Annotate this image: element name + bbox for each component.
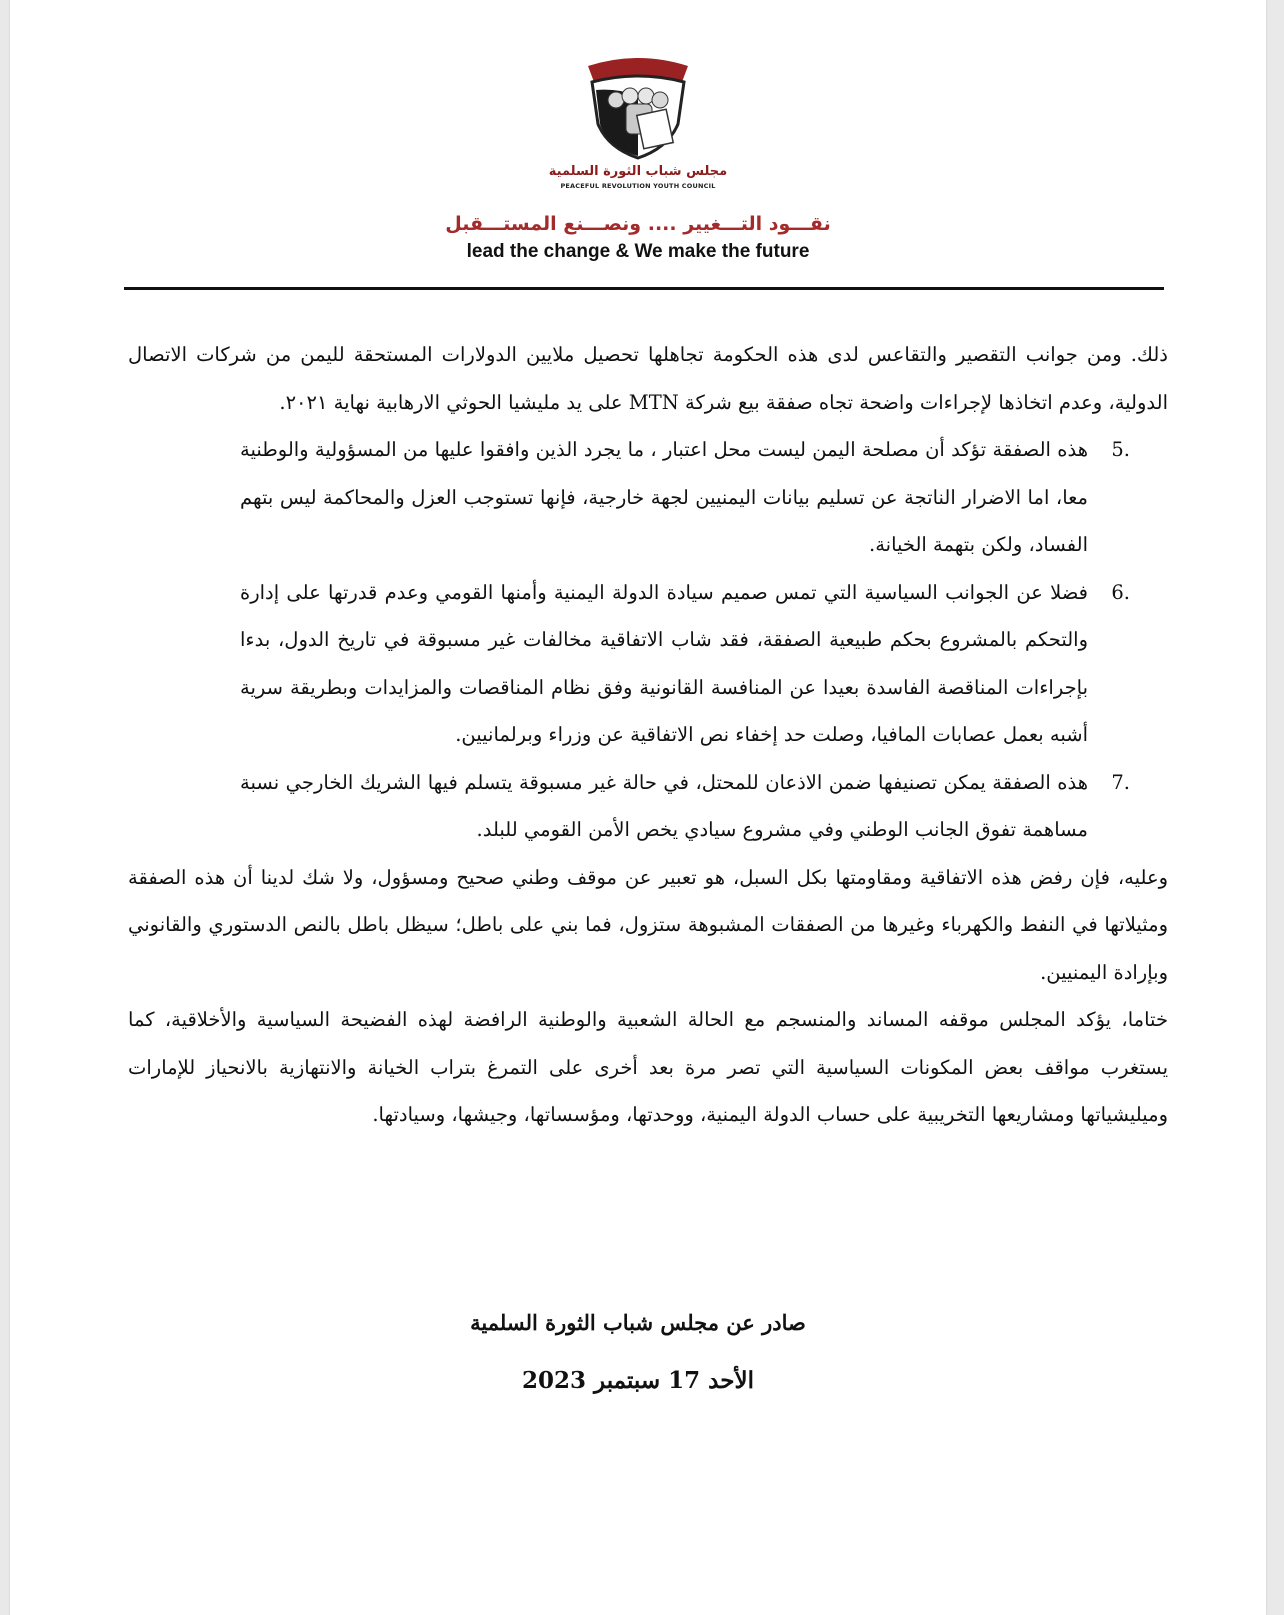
slogan-arabic: نقـــود التـــغيير .... ونصـــنع المستـــقبل	[445, 213, 831, 235]
list-item-text: فضلا عن الجوانب السياسية التي تمس صميم سيادة الدولة اليمنية وأمنها القومي وعدم قدرتها على إدارة والتحكم بالمشروع بحكم طبيعية الصفقة، فقد شاب الاتفاقية مخالفات غير مسبوقة في تاريخ الدول، بدءا بإجراءات المناقصة الفاسدة بعيدا عن المنافسة القانونية وفق نظام المناقصات والمزايدات وبطريقة سرية أشبه بعمل عصابات المافيا، وصلت حد إخفاء نص الاتفاقية عن وزراء وبرلمانيين.	[240, 580, 1088, 746]
list-item-number: 7.	[1111, 770, 1130, 794]
issue-date: الأحد 17 سبتمبر 2023	[522, 1367, 754, 1394]
header-divider	[124, 287, 1164, 290]
list-item-number: 6.	[1111, 580, 1130, 604]
closing-paragraph: ختاما، يؤكد المجلس موقفه المساند والمنسجم مع الحالة الشعبية والوطنية الرافضة لهذه الفضيحة السياسية والأخلاقية، كما يستغرب مواقف بعض المكونات السياسية التي تصر مرة بعد أخرى على التمرغ بتراب الخيانة والانتهازية بالانحياز للإمارات وميليشياتها ومشاريعها التخريبية على حساب الدولة اليمنية، ووحدتها، ومؤسساتها، وجيشها، وسيادتها.	[128, 1008, 1168, 1126]
list-item-text: هذه الصفقة يمكن تصنيفها ضمن الاذعان للمحتل، في حالة غير مسبوقة يتسلم فيها الشريك الخارجي نسبة مساهمة تفوق الجانب الوطني وفي مشروع سيادي يخص الأمن القومي للبلد.	[240, 770, 1088, 841]
list-item	[128, 759, 1168, 854]
council-emblem-icon	[578, 52, 698, 162]
list-item	[128, 569, 1168, 759]
document-page	[10, 0, 1266, 1615]
org-name-english: PEACEFUL REVOLUTION YOUTH COUNCIL	[560, 182, 716, 190]
conclusion-paragraph: وعليه، فإن رفض هذه الاتفاقية ومقاومتها بكل السبل، هو تعبير عن موقف وطني صحيح ومسؤول، ولا شك لدينا أن هذه الصفقة ومثيلاتها في النفط والكهرباء وغيرها من الصفقات المشبوهة ستزول، فما بني على باطل؛ سيظل باطل بالنص الدستوري والقانوني وبإرادة اليمنيين.	[128, 865, 1168, 984]
list-item	[128, 426, 1168, 569]
logo	[10, 52, 1266, 166]
slogan-english: lead the change & We make the future	[466, 241, 810, 262]
org-name-arabic: مجلس شباب الثورة السلمية	[548, 164, 728, 179]
intro-paragraph: ذلك. ومن جوانب التقصير والتقاعس لدى هذه الحكومة تجاهلها تحصيل ملايين الدولارات المستحقة لليمن من شركات الاتصال الدولية، وعدم اتخاذها لإجراءات واضحة تجاه صفقة بيع شركة MTN على يد مليشيا الحوثي الارهابية نهاية ٢٠٢١.	[128, 343, 1168, 414]
list-item-number: 5.	[1111, 438, 1130, 461]
statement-body	[128, 331, 1168, 1139]
list-item-text: هذه الصفقة تؤكد أن مصلحة اليمن ليست محل اعتبار ، ما يجرد الذين وافقوا عليها من المسؤولية والوطنية معا، اما الاضرار الناتجة عن تسليم بيانات اليمنيين لجهة خارجية، فإنها تستوجب العزل والمحاكمة ليس بتهم الفساد، ولكن بتهمة الخيانة.	[240, 438, 1088, 556]
issuer-line: صادر عن مجلس شباب الثورة السلمية	[470, 1310, 806, 1335]
